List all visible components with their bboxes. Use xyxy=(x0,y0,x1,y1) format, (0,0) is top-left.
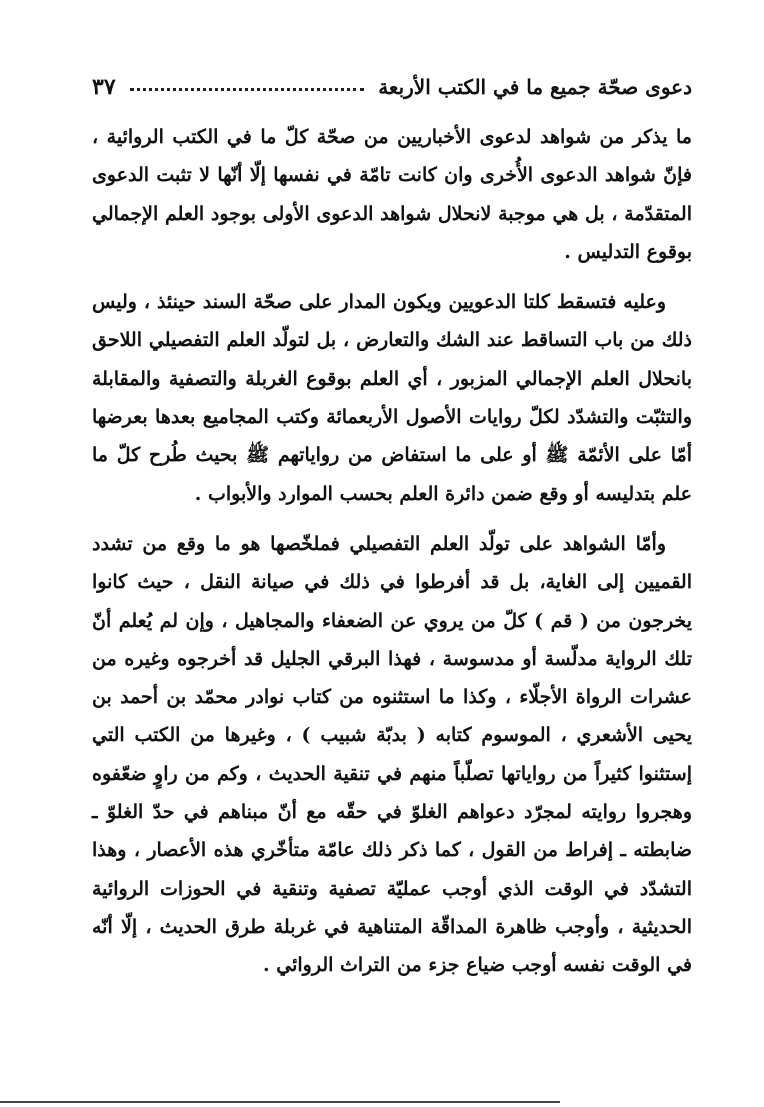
running-header xyxy=(92,70,692,104)
paragraph-2: وعليه فتسقط كلتا الدعويين ويكون المدار على صحّة السند حينئذ ، وليس ذلك من باب التساقط عند الشك والتعارض ، بل لتولّد العلم التفصيلي اللاحق بانحلال العلم الإجمالي المزبور ، أي العلم بوقوع الغربلة والتصفية والمقابلة والتثبّت والتشدّد لكلّ روايات الأصول الأربعمائة وكتب المجاميع بعدها بعرضها أمّا على الأئمّة ﷺ أو على ما استفاض من رواياتهم ﷺ بحيث طُرح كلّ ما علم بتدليسه أو وقع ضمن دائرة العلم بحسب الموارد والأبواب . xyxy=(92,291,692,505)
paragraph-3: وأمّا الشواهد على تولّد العلم التفصيلي فملخّصها هو ما وقع من تشدد القميين إلى الغاية، بل قد أفرطوا في ذلك في صيانة النقل ، حيث كانوا يخرجون من ( قم ) كلّ من يروي عن الضعفاء والمجاهيل ، وإن لم يُعلم أنّ تلك الرواية مدلّسة أو مدسوسة ، فهذا البرقي الجليل قد أخرجوه وغيره من عشرات الرواة الأجلّاء ، وكذا ما استثنوه من كتاب نوادر محمّد بن أحمد بن يحيى الأشعري ، الموسوم كتابه ( بدبّة شبيب ) ، وغيرها من الكتب التي إستثنوا كثيراً من رواياتها تصلّباً منهم في تنقية الحديث ، وكم من راوٍ ضعّفوه وهجروا روايته لمجرّد دعواهم الغلوّ في حقّه مع أنّ مبناهم في حدّ الغلوّ ـ ضابطته ـ إفراط من القول ، كما ذكر ذلك عامّة متأخّري هذه الأعصار ، وهذا التشدّد في الوقت الذي أوجب عمليّة تصفية وتنقية في الحوزات الروائية الحديثية ، وأوجب ظاهرة المداقّة المتناهية في غربلة طرق الحديث ، إلّا أنّه في الوقت نفسه أوجب ضياع جزء من التراث الروائي . xyxy=(92,532,692,977)
running-header-title: دعوى صحّة جميع ما في الكتب الأربعة xyxy=(378,75,692,99)
bottom-rule xyxy=(0,1101,560,1103)
paragraph-1: ما يذكر من شواهد لدعوى الأخباريين من صحّة كلّ ما في الكتب الروائية ، فإنّ شواهد الدعوى الأُخرى وان كانت تامّة في نفسها إلّا أنّها لا تثبت الدعوى المتقدّمة ، بل هي موجبة لانحلال شواهد الدعوى الأولى بوجود العلم الإجمالي بوقوع التدليس . xyxy=(92,126,692,263)
body-text xyxy=(92,118,692,985)
page-number: ٣٧ xyxy=(92,74,116,100)
header-dotted-leader xyxy=(130,78,365,91)
